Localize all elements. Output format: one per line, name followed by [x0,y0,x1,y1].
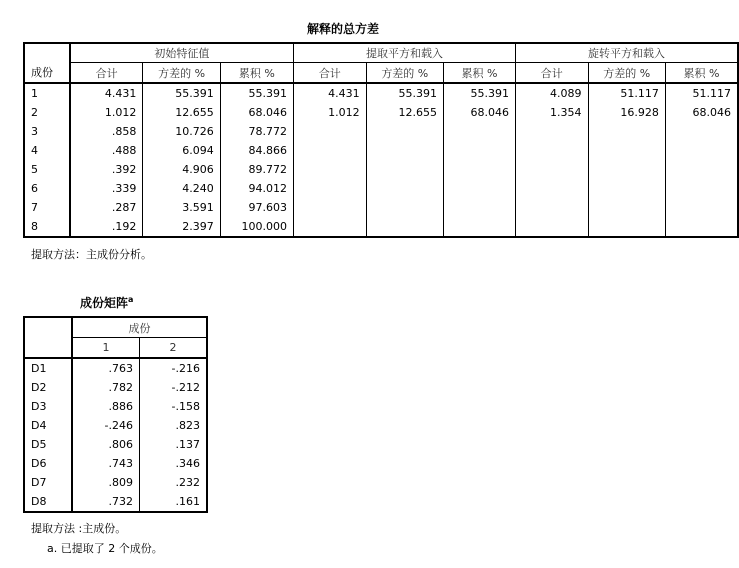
table-row [24,358,207,378]
sub-header-cumulative-pct: 累积 % [665,63,738,84]
table-cell: 100.000 [220,217,293,237]
sub-header-cumulative-pct: 累积 % [220,63,293,84]
table-cell [665,122,738,141]
table-cell [294,141,367,160]
table-cell: .823 [140,416,208,435]
matrix-column-header-row [24,338,207,359]
table-row [24,198,738,217]
table-cell: .488 [111,144,137,157]
table-cell [588,122,665,141]
table-cell: 68.046 [220,103,293,122]
table-cell: .346 [140,454,208,473]
table-cell [515,198,588,217]
table-cell: 94.012 [220,179,293,198]
row-label: 4 [24,141,70,160]
row-label: D5 [24,435,72,454]
table-cell: 51.117 [665,83,738,103]
sub-header-variance-pct: 方差的 % [366,63,443,84]
table-row [24,492,207,512]
table-cell [366,179,443,198]
matrix-title-footnote-mark: a [128,295,134,304]
table-cell [588,160,665,179]
table-cell: .809 [108,476,133,489]
table-cell: 1.354 [515,103,588,122]
table-cell [515,141,588,160]
row-header-component: 成份 [24,63,70,84]
table-row [24,83,738,103]
row-label: 6 [24,179,70,198]
table-cell [366,160,443,179]
table-cell: 10.726 [143,122,220,141]
row-label: 3 [24,122,70,141]
row-label: D6 [24,454,72,473]
table-cell: .161 [140,492,208,512]
table-sub-header-row [24,63,738,84]
row-label: D8 [24,492,72,512]
table-cell [665,198,738,217]
table-cell [443,160,515,179]
table-row [24,416,207,435]
table-cell [588,179,665,198]
table-cell [515,122,588,141]
table-cell [665,179,738,198]
table-row [24,473,207,492]
table-cell: -.216 [140,358,208,378]
table-cell: 12.655 [366,103,443,122]
table-cell: 4.431 [104,87,137,100]
table-cell [443,179,515,198]
row-label: 7 [24,198,70,217]
matrix-group-header: 成份 [72,317,207,338]
table-cell [515,160,588,179]
component-matrix-table [23,316,208,513]
table-cell: .782 [108,381,133,394]
row-label: 8 [24,217,70,237]
table-cell: .137 [140,435,208,454]
table-cell: .763 [108,362,133,375]
table-cell: 78.772 [220,122,293,141]
table-cell: 89.772 [220,160,293,179]
table-row [24,454,207,473]
table-cell: 2.397 [143,217,220,237]
table-cell [294,179,367,198]
total-variance-table [23,42,739,238]
table-cell: 55.391 [220,83,293,103]
table-cell: 4.431 [294,83,367,103]
sub-header-variance-pct: 方差的 % [143,63,220,84]
table-cell: 68.046 [443,103,515,122]
group-header-initial: 初始特征值 [70,43,294,63]
row-label: 2 [24,103,70,122]
table-cell [443,141,515,160]
table-cell: 4.089 [515,83,588,103]
table-cell [294,160,367,179]
table-cell: .339 [111,182,137,195]
table-cell: .392 [111,163,137,176]
sub-header-variance-pct: 方差的 % [588,63,665,84]
table-cell [443,122,515,141]
row-label: D4 [24,416,72,435]
matrix-title-text: 成份矩阵 [80,296,129,310]
table-row [24,435,207,454]
table-cell: -.158 [140,397,208,416]
sub-header-total: 合计 [294,63,367,84]
table-cell [665,141,738,160]
empty-corner-cell [24,317,72,338]
table-cell: -.246 [104,419,133,432]
sub-header-total: 合计 [515,63,588,84]
table-cell [588,198,665,217]
table-cell [366,122,443,141]
table-cell: .232 [140,473,208,492]
table-cell: 3.591 [143,198,220,217]
table-cell [515,179,588,198]
table-cell: .886 [108,400,133,413]
table-cell: 4.240 [143,179,220,198]
table-cell: 68.046 [665,103,738,122]
table-cell: 6.094 [143,141,220,160]
table-cell [366,141,443,160]
table-cell: 55.391 [366,83,443,103]
table-row [24,141,738,160]
table-cell [366,217,443,237]
table-row [24,122,738,141]
table-cell [665,160,738,179]
table-cell: 51.117 [588,83,665,103]
table-cell [294,122,367,141]
table-cell [588,141,665,160]
table-cell: 55.391 [443,83,515,103]
table-cell [515,217,588,237]
table-cell: .743 [108,457,133,470]
matrix-group-header-row [24,317,207,338]
row-label: D3 [24,397,72,416]
table-cell: 1.012 [104,106,137,119]
table-row [24,217,738,237]
row-label: 1 [24,83,70,103]
table-cell: .858 [111,125,137,138]
matrix-column-header-2: 2 [140,338,208,359]
variance-table-title: 解释的总方差 [307,22,380,36]
table-cell [294,198,367,217]
row-label: D7 [24,473,72,492]
table-cell [366,198,443,217]
table-cell: 1.012 [294,103,367,122]
table-cell [443,198,515,217]
empty-corner-cell [24,338,72,359]
sub-header-cumulative-pct: 累积 % [443,63,515,84]
table-row [24,378,207,397]
sub-header-total: 合计 [70,63,143,84]
table-cell: .732 [108,495,133,508]
empty-corner-cell [24,43,70,63]
table-cell [588,217,665,237]
row-label: D1 [24,358,72,378]
table-cell: .192 [111,220,137,233]
table-cell: 4.906 [143,160,220,179]
matrix-footnote-a: a. 已提取了 2 个成份。 [47,542,163,555]
matrix-footnote-method: 提取方法 :主成份。 [31,522,127,535]
row-label: 5 [24,160,70,179]
table-row [24,103,738,122]
matrix-column-header-1: 1 [72,338,140,359]
table-cell: -.212 [140,378,208,397]
row-label: D2 [24,378,72,397]
table-cell: 12.655 [143,103,220,122]
matrix-table-title [80,294,133,311]
table-row [24,160,738,179]
table-cell: .806 [108,438,133,451]
table-cell [294,217,367,237]
table-group-header-row [24,43,738,63]
table-cell: 84.866 [220,141,293,160]
table-row [24,397,207,416]
table-row [24,179,738,198]
variance-footnote: 提取方法：主成份分析。 [31,248,152,261]
group-header-rotation: 旋转平方和载入 [515,43,738,63]
table-cell: 55.391 [143,83,220,103]
table-cell: 16.928 [588,103,665,122]
table-cell: .287 [111,201,137,214]
table-cell: 97.603 [220,198,293,217]
group-header-extraction: 提取平方和载入 [294,43,516,63]
table-cell [665,217,738,237]
table-cell [443,217,515,237]
